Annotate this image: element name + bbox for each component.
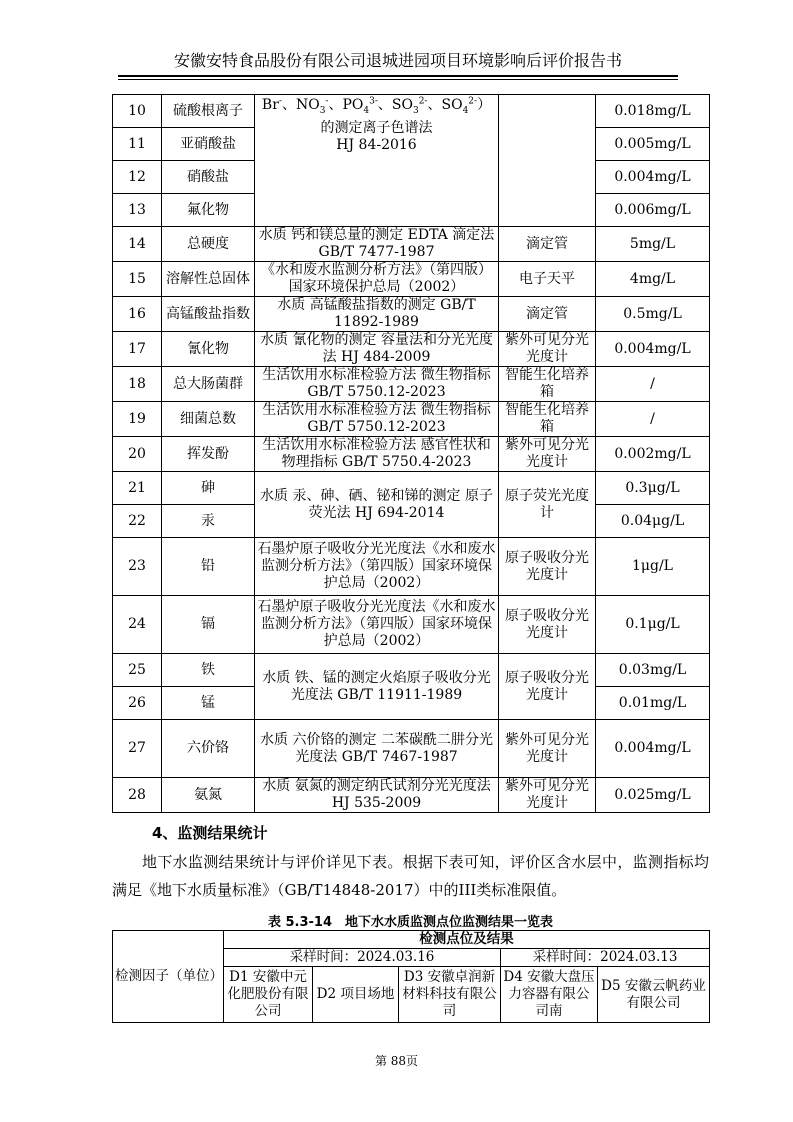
row-factor: 总硬度 <box>162 227 255 262</box>
table-row <box>113 332 710 367</box>
group-header: 检测点位及结果 <box>224 931 710 949</box>
row-limit: 0.5mg/L <box>596 297 710 332</box>
table-caption: 表 5.3-14 地下水水质监测点位监测结果一览表 <box>267 915 554 930</box>
row-no: 21 <box>113 472 162 505</box>
row-factor: 溶解性总固体 <box>162 262 255 297</box>
row-no: 20 <box>113 437 162 472</box>
row-instrument: 智能生化培养箱 <box>499 402 596 437</box>
row-method: 水质 氰化物的测定 容量法和分光光度法 HJ 484-2009 <box>255 332 499 367</box>
row-factor: 锰 <box>162 687 255 720</box>
table-row <box>113 538 710 596</box>
row-limit: 0.1μg/L <box>596 596 710 654</box>
point-d2: D2 项目场地 <box>313 967 399 1023</box>
row-factor: 六价铬 <box>162 720 255 778</box>
table-row <box>113 262 710 297</box>
flame-aas-instrument: 原子吸收分光光度计 <box>499 654 596 720</box>
table-row <box>113 95 710 128</box>
row-instrument: 滴定管 <box>499 297 596 332</box>
point-d1: D1 安徽中元化肥股份有限公司 <box>224 967 313 1023</box>
row-factor: 铅 <box>162 538 255 596</box>
row-factor: 高锰酸盐指数 <box>162 297 255 332</box>
row-limit: 0.006mg/L <box>596 194 710 227</box>
sampling-date-2: 采样时间：2024.03.13 <box>501 949 710 967</box>
row-no: 27 <box>113 720 162 778</box>
row-factor: 氨氮 <box>162 778 255 813</box>
row-no: 19 <box>113 402 162 437</box>
row-no: 15 <box>113 262 162 297</box>
row-factor: 亚硝酸盐 <box>162 128 255 161</box>
row-instrument: 智能生化培养箱 <box>499 367 596 402</box>
row-limit: 0.002mg/L <box>596 437 710 472</box>
row-method: 水质 氨氮的测定纳氏试剂分光光度法 HJ 535-2009 <box>255 778 499 813</box>
row-instrument: 原子吸收分光光度计 <box>499 538 596 596</box>
row-limit: 0.005mg/L <box>596 128 710 161</box>
table-row <box>113 367 710 402</box>
row-no: 23 <box>113 538 162 596</box>
row-limit: 0.03mg/L <box>596 654 710 687</box>
row-factor: 挥发酚 <box>162 437 255 472</box>
row-instrument: 电子天平 <box>499 262 596 297</box>
section-title: 4、监测结果统计 <box>152 824 268 842</box>
row-no: 22 <box>113 505 162 538</box>
row-no: 17 <box>113 332 162 367</box>
body-paragraph: 地下水监测结果统计与评价详见下表。根据下表可知，评价区含水层中，监测指标均满足《地下水质量标准》（GB/T14848-2017）中的III类标准限值。 <box>112 853 709 899</box>
row-factor: 氟化物 <box>162 194 255 227</box>
afs-instrument: 原子荧光光度计 <box>499 472 596 538</box>
row-no: 12 <box>113 161 162 194</box>
row-no: 28 <box>113 778 162 813</box>
row-no: 10 <box>113 95 162 128</box>
row-no: 18 <box>113 367 162 402</box>
table-row <box>113 227 710 262</box>
row-limit: 0.3μg/L <box>596 472 710 505</box>
point-d5: D5 安徽云帆药业有限公司 <box>598 967 710 1023</box>
page-header: 安徽安特食品股份有限公司退城进园项目环境影响后评价报告书 <box>173 51 622 70</box>
row-limit: 4mg/L <box>596 262 710 297</box>
row-limit: 5mg/L <box>596 227 710 262</box>
factor-header: 检测因子（单位） <box>113 931 224 1023</box>
row-limit: 0.025mg/L <box>596 778 710 813</box>
row-method: 水质 钙和镁总量的测定 EDTA 滴定法 GB/T 7477-1987 <box>255 227 499 262</box>
flame-aas-method: 水质 铁、锰的测定火焰原子吸收分光光度法 GB/T 11911-1989 <box>255 654 499 720</box>
method-table <box>112 94 710 813</box>
table-row <box>113 472 710 505</box>
table-row <box>113 596 710 654</box>
row-limit: 1μg/L <box>596 538 710 596</box>
table-row <box>113 437 710 472</box>
table-row <box>113 778 710 813</box>
page-number: 第 88页 <box>374 1054 419 1068</box>
row-no: 25 <box>113 654 162 687</box>
row-method: 生活饮用水标准检验方法 感官性状和物理指标 GB/T 5750.4-2023 <box>255 437 499 472</box>
row-limit: 0.004mg/L <box>596 332 710 367</box>
point-d3: D3 安徽卓润新材料科技有限公司 <box>399 967 501 1023</box>
row-instrument: 紫外可见分光光度计 <box>499 778 596 813</box>
row-limit: 0.04μg/L <box>596 505 710 538</box>
row-no: 14 <box>113 227 162 262</box>
row-method: 生活饮用水标准检验方法 微生物指标 GB/T 5750.12-2023 <box>255 402 499 437</box>
row-limit: 0.004mg/L <box>596 161 710 194</box>
row-no: 26 <box>113 687 162 720</box>
row-no: 24 <box>113 596 162 654</box>
row-factor: 细菌总数 <box>162 402 255 437</box>
results-table <box>112 930 710 1023</box>
row-method: 《水和废水监测分析方法》（第四版）国家环境保护总局（2002） <box>255 262 499 297</box>
table-row <box>113 402 710 437</box>
row-method: 石墨炉原子吸收分光光度法《水和废水监测分析方法》（第四版）国家环境保护总局（2002） <box>255 538 499 596</box>
row-limit: 0.004mg/L <box>596 720 710 778</box>
sampling-date-1: 采样时间：2024.03.16 <box>224 949 501 967</box>
table-row <box>113 297 710 332</box>
row-instrument: 紫外可见分光光度计 <box>499 720 596 778</box>
row-instrument: 滴定管 <box>499 227 596 262</box>
table-row <box>113 654 710 687</box>
row-factor: 镉 <box>162 596 255 654</box>
table-row <box>113 931 710 949</box>
row-method: 水质 高锰酸盐指数的测定 GB/T 11892-1989 <box>255 297 499 332</box>
row-limit: 0.018mg/L <box>596 95 710 128</box>
row-factor: 砷 <box>162 472 255 505</box>
row-factor: 铁 <box>162 654 255 687</box>
row-factor: 硫酸根离子 <box>162 95 255 128</box>
table-row <box>113 720 710 778</box>
row-instrument: 紫外可见分光光度计 <box>499 332 596 367</box>
row-limit: 0.01mg/L <box>596 687 710 720</box>
row-instrument: 紫外可见分光光度计 <box>499 437 596 472</box>
ion-instrument <box>499 95 596 227</box>
afs-method: 水质 汞、砷、硒、铋和锑的测定 原子荧光法 HJ 694-2014 <box>255 472 499 538</box>
row-instrument: 原子吸收分光光度计 <box>499 596 596 654</box>
row-limit: / <box>596 367 710 402</box>
row-factor: 硝酸盐 <box>162 161 255 194</box>
ion-chromatography-method: Br-、$NO_3^-$、$PO_4^{3-}$、$SO_3^{2-}$、$SO_4^{2-}$）的测定离子色谱法 HJ 84-2016 <box>255 95 499 227</box>
row-factor: 氰化物 <box>162 332 255 367</box>
row-no: 11 <box>113 128 162 161</box>
point-d4: D4 安徽大盘压力容器有限公司南 <box>501 967 598 1023</box>
row-limit: / <box>596 402 710 437</box>
header-rule-thin <box>118 79 678 80</box>
row-method: 水质 六价铬的测定 二苯碳酰二肼分光光度法 GB/T 7467-1987 <box>255 720 499 778</box>
row-no: 13 <box>113 194 162 227</box>
row-factor: 总大肠菌群 <box>162 367 255 402</box>
row-factor: 汞 <box>162 505 255 538</box>
header-rule-thick <box>118 75 678 77</box>
row-method: 石墨炉原子吸收分光光度法《水和废水监测分析方法》（第四版）国家环境保护总局（2002） <box>255 596 499 654</box>
row-no: 16 <box>113 297 162 332</box>
row-method: 生活饮用水标准检验方法 微生物指标 GB/T 5750.12-2023 <box>255 367 499 402</box>
